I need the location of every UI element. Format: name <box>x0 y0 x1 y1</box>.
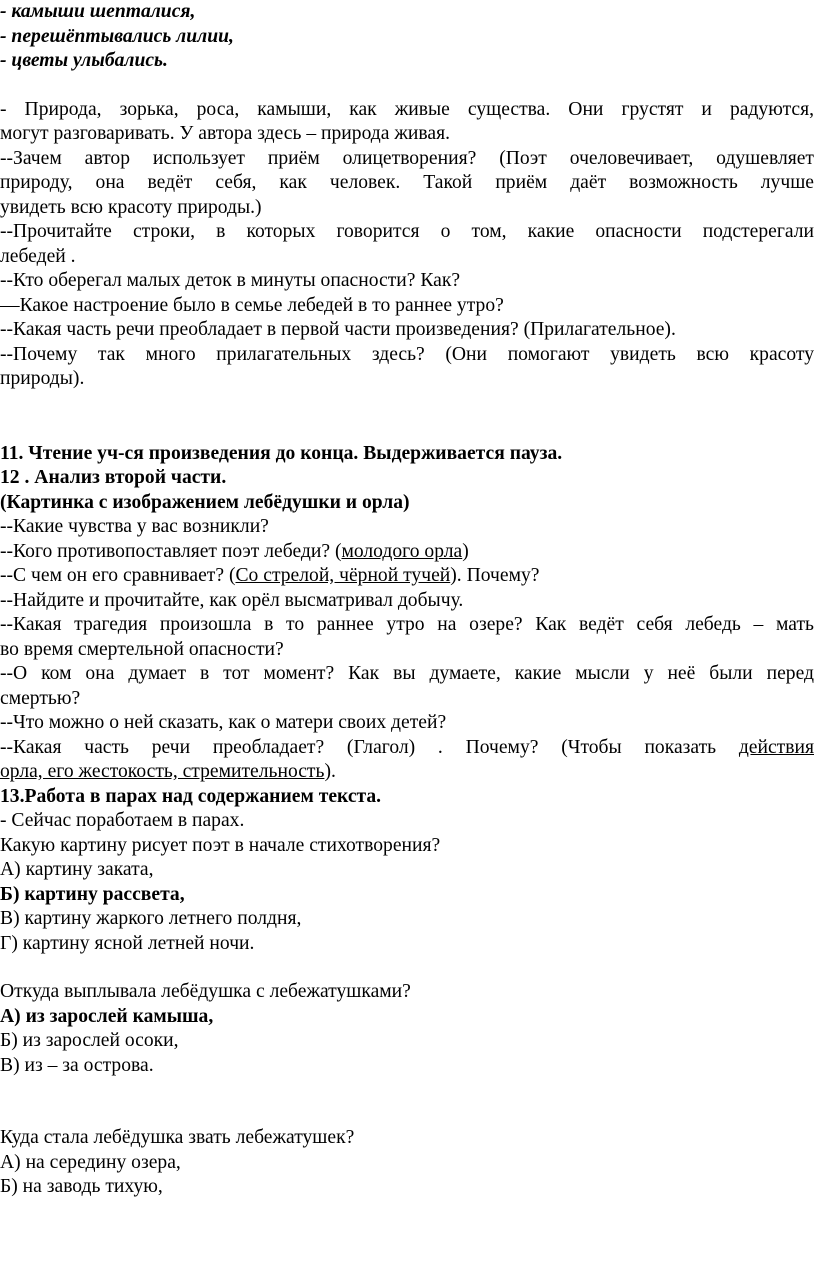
spacer <box>0 1078 814 1126</box>
underlined-answer: действия <box>738 736 814 758</box>
text-run: --С чем он его сравнивает? ( <box>0 565 236 586</box>
text-line <box>0 736 814 761</box>
quiz-option-correct: Б) картину рассвета, <box>0 883 185 905</box>
quiz-option: Б) на заводь тихую, <box>0 1176 163 1197</box>
text-line: --Какая трагедия произошла в то раннее утро на озере? Как ведёт себя лебедь – мать <box>0 614 814 635</box>
quiz-option: Г) картину ясной летней ночи. <box>0 932 255 954</box>
intro-line-1: - камыши шепталися, <box>0 1 196 22</box>
quiz-question-text: Какую картину рисует поэт в начале стихотворения? <box>0 834 441 856</box>
quiz-option: А) на середину озера, <box>0 1151 181 1173</box>
underlined-answer: Со стрелой, чёрной тучей <box>235 565 451 586</box>
text-line: --Прочитайте строки, в которых говорится о том, какие опасности подстерегали <box>0 221 814 242</box>
paragraph-adjectives <box>0 343 814 392</box>
text-line: природы). <box>0 368 85 389</box>
heading-section-12: 12 . Анализ второй части. <box>0 467 227 488</box>
text-line: - Природа, зорька, роса, камыши, как живые существа. Они грустят и радуются, <box>0 98 814 120</box>
question-compare <box>0 564 814 589</box>
question-contrast <box>0 540 814 565</box>
quiz-option: А) картину заката, <box>0 859 154 880</box>
text-line: увидеть всю красоту природы.) <box>0 196 262 218</box>
text-line: смертью? <box>0 687 81 709</box>
pairs-intro: - Сейчас поработаем в парах. <box>0 810 245 831</box>
spacer <box>0 956 814 980</box>
text-line: --Зачем автор использует приём олицетворения? (Поэт очеловечивает, одушевляет <box>0 147 814 169</box>
heading-picture-note: (Картинка с изображением лебёдушки и орла) <box>0 491 410 513</box>
text-run: --Кого противопоставляет поэт лебеди? ( <box>0 540 342 562</box>
quiz-question-2 <box>0 980 814 1078</box>
paragraph-dangers <box>0 220 814 269</box>
spacer <box>0 74 814 98</box>
question-eagle: --Найдите и прочитайте, как орёл высматривал добычу. <box>0 589 464 611</box>
quiz-option: Б) из зарослей осоки, <box>0 1030 179 1051</box>
intro-italic-block <box>0 0 814 74</box>
quiz-question-text: Откуда выплывала лебёдушка с лебежатушками? <box>0 981 411 1002</box>
quiz-option-correct: А) из зарослей камыша, <box>0 1005 214 1027</box>
paragraph-thoughts <box>0 662 814 711</box>
paragraph-personification <box>0 147 814 221</box>
text-run: ). Почему? <box>450 565 540 586</box>
text-line: природу, она ведёт себя, как человек. Такой приём даёт возможность лучше <box>0 172 814 193</box>
quiz-option: В) картину жаркого летнего полдня, <box>0 908 302 929</box>
text-line: --Почему так много прилагательных здесь? (Они помогают увидеть всю красоту <box>0 343 814 365</box>
heading-section-11: 11. Чтение уч-ся произведения до конца. Выдерживается пауза. <box>0 442 563 464</box>
heading-section-13: 13.Работа в парах над содержанием текста. <box>0 785 382 807</box>
quiz-question-3 <box>0 1126 814 1200</box>
underlined-answer: орла, его жестокость, стремительность <box>0 761 325 782</box>
text-run: ). <box>324 761 336 782</box>
spacer <box>0 392 814 442</box>
question-part-of-speech-1: --Какая часть речи преобладает в первой части произведения? (Прилагательное). <box>0 319 676 340</box>
text-run: --Какая часть речи преобладает? (Глагол) . Почему? (Чтобы показать <box>0 736 739 758</box>
text-line: --О ком она думает в тот момент? Как вы думаете, какие мысли у неё были перед <box>0 663 814 684</box>
quiz-question-text: Куда стала лебёдушка звать лебежатушек? <box>0 1127 355 1148</box>
paragraph-verbs <box>0 736 814 785</box>
question-mother: --Что можно о ней сказать, как о матери своих детей? <box>0 712 447 733</box>
text-line: могут разговаривать. У автора здесь – природа живая. <box>0 123 450 144</box>
quiz-option: В) из – за острова. <box>0 1054 154 1076</box>
question-mood: —Какое настроение было в семье лебедей в то раннее утро? <box>0 294 504 316</box>
paragraph-nature-alive <box>0 98 814 147</box>
paragraph-tragedy <box>0 613 814 662</box>
underlined-answer: молодого орла <box>341 540 463 562</box>
text-line: во время смертельной опасности? <box>0 638 284 660</box>
intro-line-2: - перешёптывались лилии, <box>0 25 234 47</box>
quiz-question-1 <box>0 834 814 957</box>
question-protector: --Кто оберегал малых деток в минуты опасности? Как? <box>0 270 461 291</box>
text-line: лебедей . <box>0 245 76 267</box>
question-feelings: --Какие чувства у вас возникли? <box>0 516 269 537</box>
text-run: ) <box>462 540 469 562</box>
intro-line-3: - цветы улыбались. <box>0 50 168 71</box>
text-line <box>0 760 814 785</box>
